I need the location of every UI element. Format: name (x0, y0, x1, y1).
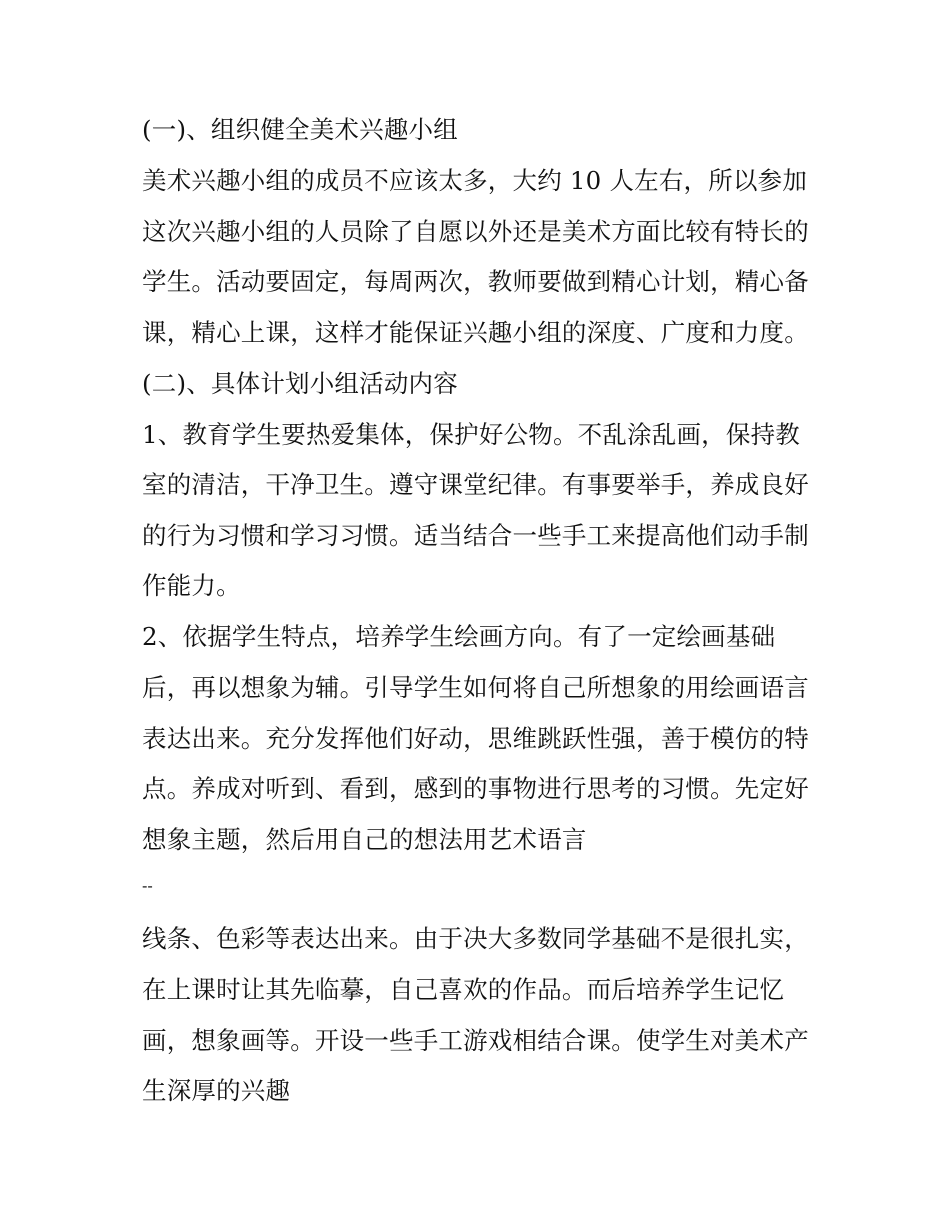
paragraph-line: 后，再以想象为辅。引导学生如何将自己所想象的用绘画语言 (142, 673, 809, 702)
paragraph-line: 的行为习惯和学习习惯。适当结合一些手工来提高他们动手制 (142, 521, 809, 550)
paragraph-line: 想象主题，然后用自己的想法用艺术语言 (142, 825, 587, 854)
paragraph-line: 点。养成对听到、看到，感到的事物进行思考的习惯。先定好 (142, 774, 809, 803)
paragraph-line: 画，想象画等。开设一些手工游戏相结合课。使学生对美术产 (142, 1026, 809, 1055)
paragraph-line: 作能力。 (142, 571, 241, 600)
paragraph-line: 这次兴趣小组的人员除了自愿以外还是美术方面比较有特长的 (142, 217, 809, 246)
section-heading-1: (一)、组织健全美术兴趣小组 (142, 115, 458, 144)
page-separator: -- (142, 876, 153, 895)
paragraph-line: 生深厚的兴趣 (142, 1076, 291, 1105)
paragraph-line: 线条、色彩等表达出来。由于决大多数同学基础不是很扎实， (142, 924, 809, 953)
paragraph-line: 2、依据学生特点，培养学生绘画方向。有了一定绘画基础 (142, 622, 776, 651)
paragraph-line: 课，精心上课，这样才能保证兴趣小组的深度、广度和力度。 (142, 318, 809, 347)
paragraph-line: 美术兴趣小组的成员不应该太多，大约 10 人左右，所以参加 (142, 166, 808, 195)
paragraph-line: 室的清洁，干净卫生。遵守课堂纪律。有事要举手，养成良好 (142, 470, 809, 499)
paragraph-line: 表达出来。充分发挥他们好动，思维跳跃性强，善于模仿的特 (142, 724, 809, 753)
paragraph-line: 1、教育学生要热爱集体，保护好公物。不乱涂乱画，保持教 (142, 420, 800, 449)
section-heading-2: (二)、具体计划小组活动内容 (142, 369, 458, 398)
paragraph-line: 在上课时让其先临摹，自己喜欢的作品。而后培养学生记忆 (142, 975, 785, 1004)
paragraph-line: 学生。活动要固定，每周两次，教师要做到精心计划，精心备 (142, 267, 809, 296)
